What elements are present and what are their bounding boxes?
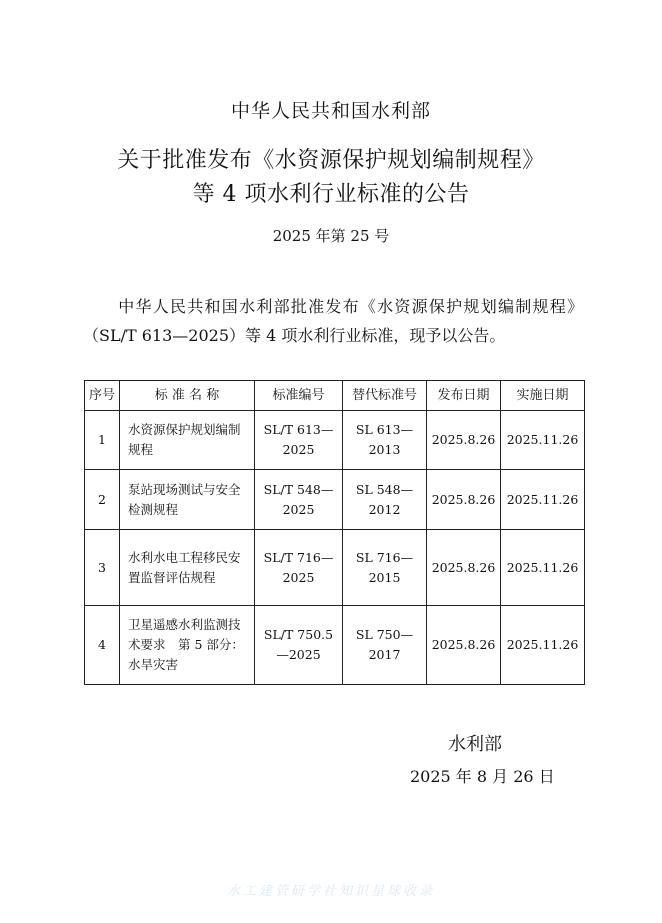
cell-effective-date: 2025.11.26: [501, 411, 585, 470]
header-effective-date: 实施日期: [501, 381, 585, 411]
cell-publish-date: 2025.8.26: [427, 411, 501, 470]
signature-organization: 水利部: [448, 734, 502, 755]
cell-publish-date: 2025.8.26: [427, 606, 501, 685]
cell-serial: 4: [85, 606, 120, 685]
cell-standard-code: SL/T 548—2025: [255, 470, 343, 530]
cell-standard-code: SL/T 716—2025: [255, 530, 343, 606]
standards-table: [84, 380, 585, 685]
announcement-text: 中华人民共和国水利部批准发布《水资源保护规划编制规程》（SL/T 613—2025）等 4 项水利行业标准，现予以公告。: [83, 297, 583, 345]
cell-standard-code: SL/T 613—2025: [255, 411, 343, 470]
document-title-line-2: 等 4 项水利行业标准的公告: [192, 182, 470, 207]
cell-replaced-code: SL 548—2012: [343, 470, 427, 530]
table-row: [85, 606, 585, 685]
signature-date: 2025 年 8 月 26 日: [410, 767, 555, 786]
cell-standard-name: 水利水电工程移民安置监督评估规程: [120, 530, 255, 606]
cell-replaced-code: SL 613—2013: [343, 411, 427, 470]
cell-publish-date: 2025.8.26: [427, 470, 501, 530]
cell-effective-date: 2025.11.26: [501, 530, 585, 606]
cell-replaced-code: SL 716—2015: [343, 530, 427, 606]
cell-serial: 3: [85, 530, 120, 606]
issue-number: 2025 年第 25 号: [272, 227, 390, 245]
cell-effective-date: 2025.11.26: [501, 470, 585, 530]
watermark: 水工建管研学社知识星球收录: [226, 884, 435, 899]
table-row: [85, 470, 585, 530]
issuing-organization: 中华人民共和国水利部: [230, 100, 431, 122]
header-publish-date: 发布日期: [427, 381, 501, 411]
cell-replaced-code: SL 750—2017: [343, 606, 427, 685]
table-header-row: [85, 381, 585, 411]
cell-standard-code: SL/T 750.5—2025: [255, 606, 343, 685]
cell-publish-date: 2025.8.26: [427, 530, 501, 606]
cell-effective-date: 2025.11.26: [501, 606, 585, 685]
cell-standard-name: 水资源保护规划编制规程: [120, 411, 255, 470]
cell-serial: 2: [85, 470, 120, 530]
table-row: [85, 411, 585, 470]
cell-standard-name: 卫星遥感水利监测技术要求 第 5 部分：水旱灾害: [120, 606, 255, 685]
header-replaced-code: 替代标准号: [343, 381, 427, 411]
document-title-line-1: 关于批准发布《水资源保护规划编制规程》: [117, 148, 545, 173]
header-serial: 序号: [85, 381, 120, 411]
header-standard-code: 标准编号: [255, 381, 343, 411]
announcement-paragraph: [83, 292, 583, 350]
header-standard-name: 标 准 名 称: [120, 381, 255, 411]
cell-serial: 1: [85, 411, 120, 470]
table-row: [85, 530, 585, 606]
cell-standard-name: 泵站现场测试与安全检测规程: [120, 470, 255, 530]
